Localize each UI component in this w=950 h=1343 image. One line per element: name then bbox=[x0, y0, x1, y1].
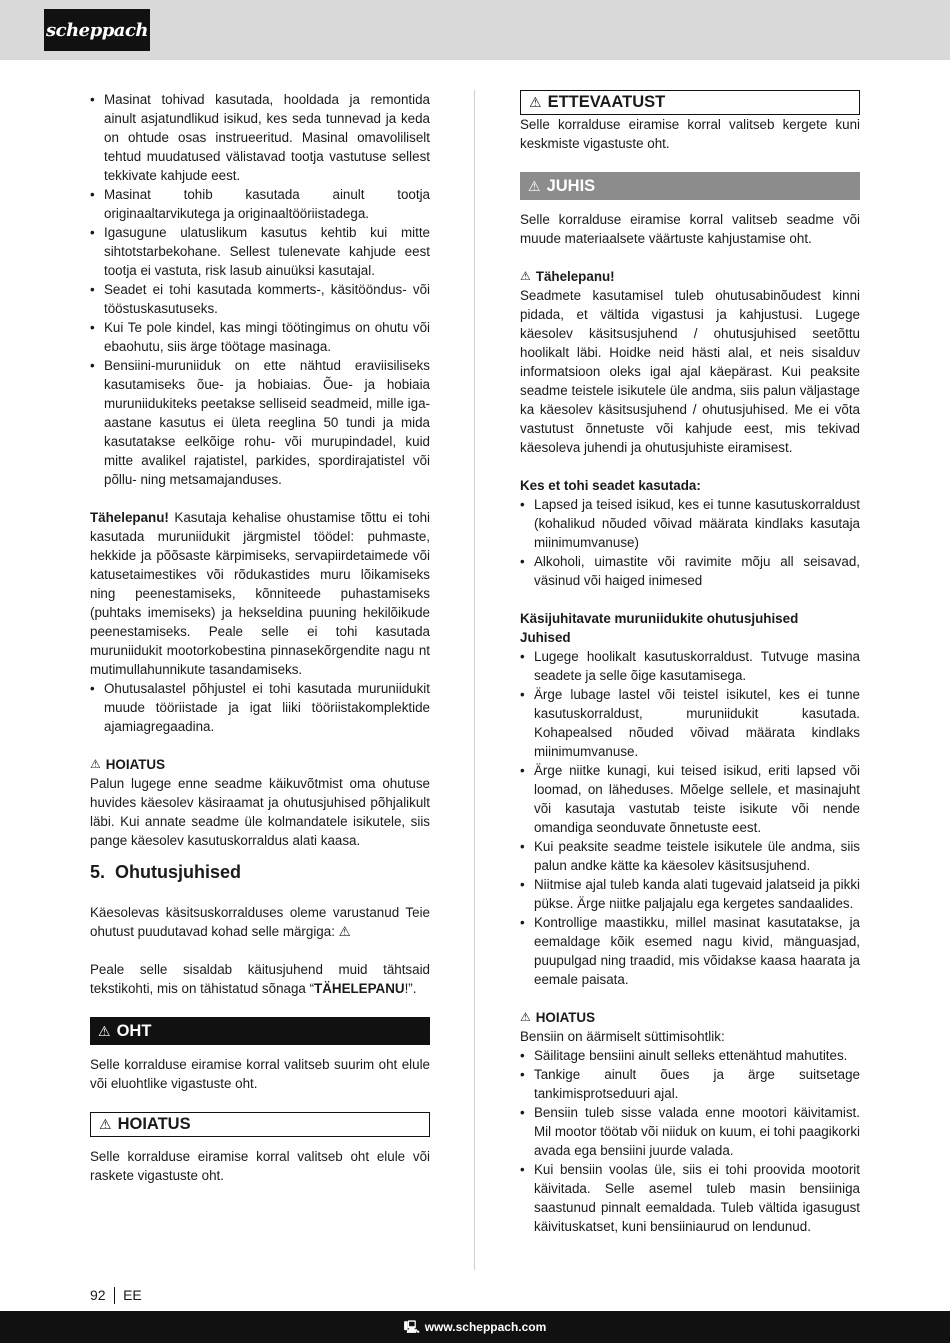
left-column bbox=[90, 90, 430, 1185]
list-item: • Kui bensiin voolas üle, siis ei tohi proovida mootorit käivitada. Selle asemel tuleb masin bensiiniga saastunud pinnalt eemaldada. Tuleb vältida igasugust käivituskatset, kuni bensiiniaurud on lendunud. bbox=[520, 1160, 860, 1236]
page-number: 92 bbox=[90, 1287, 106, 1303]
list-item: • Säilitage bensiini ainult selleks ettenähtud mahutites. bbox=[520, 1046, 860, 1065]
instructions-bullet-list bbox=[520, 647, 860, 989]
safety-bullet-list bbox=[90, 679, 430, 736]
warning-box bbox=[90, 1112, 430, 1137]
notice-text: Selle korralduse eiramise korral valitseb seadme või muude materiaalsete väärtuste kahjustamise oht. bbox=[520, 212, 860, 246]
danger-box bbox=[90, 1017, 430, 1045]
warning-triangle-icon: ⚠ bbox=[529, 94, 542, 110]
warning-paragraph: Palun lugege enne seadme käikuvõtmist oma ohutuse huvides käesolev käsiraamat ja ohutusjuhised põhjalikult läbi. Kui annate seadme üle kolmandatele isikutele, siis pange käesolev kasutuskorraldus alati kaasa. bbox=[90, 776, 430, 848]
attention-paragraph: Seadmete kasutamisel tuleb ohutusabinõudest kinni pidada, et vältida vigastusi ja kahjustusi. Lugege käesolev käsitsusjuhend / ohutusjuhised seetõttu hoolikalt läbi. Hoidke neid hästi alal, et neis sisalduv informatsioon oleks igal ajal käepärast. Kui peaksite seadme teistele isikutele üle andma, siis palun väljastage ka käesolev käsitsusjuhend / ohutusjuhised. Me ei võta vastutust õnnetuste või kahjude eest, mis tekivad käesoleva juhendi ja ohutusjuhiste eiramisest. bbox=[520, 288, 860, 455]
notice-box bbox=[520, 172, 860, 200]
warning-box-label: HOIATUS bbox=[117, 1115, 191, 1133]
list-item: • Kui Te pole kindel, kas mingi töötingimus on ohutu või ebaohutu, siis ärge töötage masinaga. bbox=[90, 318, 430, 356]
list-item: • Masinat tohib kasutada ainult tootja originaaltarvikutega ja originaaltööriistadega. bbox=[90, 185, 430, 223]
warning-triangle-icon: ⚠ bbox=[520, 269, 531, 283]
warning-triangle-icon: ⚠ bbox=[90, 757, 101, 771]
caution-box-label: ETTEVAATUST bbox=[547, 93, 666, 111]
page-header bbox=[0, 0, 950, 60]
page-footer bbox=[90, 1286, 142, 1305]
danger-box-label: OHT bbox=[116, 1021, 152, 1040]
usage-bullet-list bbox=[90, 90, 430, 489]
list-item: • Ohutusalastel põhjustel ei tohi kasutada muruniidukit muude tööriistade ja igat liiki tööriistakomplektide ajamiagregaadina. bbox=[90, 679, 430, 736]
brand-logo-text: scheppach bbox=[46, 19, 149, 41]
section-number: 5. bbox=[90, 862, 106, 882]
list-item: • Ärge lubage lastel või teistel isikutel, kes ei tunne kasutuskorraldust, muruniidukit kasutada. Kohapealsed nõuded võivad määrata kindlaks miinimumvanuse. bbox=[520, 685, 860, 761]
intro-paragraph-2 bbox=[90, 960, 430, 998]
warning-heading bbox=[90, 755, 430, 774]
list-item: • Kontrollige maastikku, millel masinat kasutatakse, ja eemaldage kõik esemed nagu kivid, mänguasjad, puupulgad ning traadid, mis võidakse kaasa haarata ja eemale paisata. bbox=[520, 913, 860, 989]
section-title: Ohutusjuhised bbox=[115, 862, 242, 882]
website-link[interactable]: www.scheppach.com bbox=[424, 1319, 547, 1334]
warning-heading bbox=[520, 1008, 860, 1027]
danger-text: Selle korralduse eiramise korral valitseb suurim oht elule või eluohtlike vigastuste oht. bbox=[90, 1057, 430, 1091]
right-column bbox=[520, 90, 860, 1236]
list-item: • Kui peaksite seadme teistele isikutele üle andma, siis palun andke kätte ka käesolev käsitsusjuhend. bbox=[520, 837, 860, 875]
list-item: • Tankige ainult õues ja ärge suitsetage tankimisprotseduuri ajal. bbox=[520, 1065, 860, 1103]
language-code: EE bbox=[123, 1287, 142, 1303]
intro-text: Peale selle sisaldab käitusjuhend muid tähtsaid tekstikohti, mis on tähistatud sõnaga “ bbox=[90, 962, 430, 996]
list-item: • Igasugune ulatuslikum kasutus kehtib kui mitte sihtotstarbekohane. Sellest tulenevate kahjude eest tootja ei vastuta, risk lasub ainuüksi kasutajal. bbox=[90, 223, 430, 280]
footer-divider bbox=[114, 1287, 116, 1304]
warning-triangle-icon: ⚠ bbox=[98, 1022, 111, 1039]
list-item: • Niitmise ajal tuleb kanda alati tugevaid jalatseid ja pikki pükse. Ärge niitke paljajalu ega kergetes sandaalides. bbox=[520, 875, 860, 913]
attention-heading-label: Tähelepanu! bbox=[535, 269, 615, 284]
who-bullet-list bbox=[520, 495, 860, 590]
fuel-bullet-list bbox=[520, 1046, 860, 1236]
website-bar bbox=[0, 1311, 950, 1343]
warning-heading-label: HOIATUS bbox=[105, 757, 166, 772]
list-item: • Masinat tohivad kasutada, hooldada ja remontida ainult asjatundlikud isikud, kes seda tunnevad ja keda on ohtude osas instrueeritud. Masinal omavoliliselt tehtud muudatused välistavad tootja vastutuse sellest tekkivate kahjude eest. bbox=[90, 90, 430, 185]
attention-label: Tähelepanu! bbox=[90, 510, 169, 525]
list-item: • Seadet ei tohi kasutada kommerts-, käsitööndus- või tööstuskasutuseks. bbox=[90, 280, 430, 318]
attention-paragraph bbox=[90, 508, 430, 679]
warning-triangle-icon: ⚠ bbox=[520, 1010, 531, 1024]
list-item: • Bensiini-muruniiduk on ette nähtud eraviisiliseks kasutamiseks õue- ja hobiaias. Õue- ja hobiaia muruniidukiteks peetakse selliseid seadmeid, mille iga-aastane kasutus ei ületa reeglina 50 tundi ja mida kasutatakse eelkõige rohu- või murupindadel, kuid mitte avalikel rajatistel, parkides, spordirajatistel või põllu- ning metsamajanduses. bbox=[90, 356, 430, 489]
list-item: • Alkoholi, uimastite või ravimite mõju all seisavad, väsinud või haiged inimesed bbox=[520, 552, 860, 590]
brand-logo bbox=[44, 9, 150, 51]
warning-box-text: Selle korralduse eiramise korral valitseb oht elule või raskete vigastuste oht. bbox=[90, 1149, 430, 1183]
caution-text: Selle korralduse eiramise korral valitseb kergete kuni keskmiste vigastuste oht. bbox=[520, 117, 860, 151]
section-heading bbox=[90, 860, 430, 884]
caution-box bbox=[520, 90, 860, 115]
instructions-heading: Juhised bbox=[520, 630, 571, 645]
hand-mower-heading: Käsijuhitavate muruniidukite ohutusjuhised bbox=[520, 611, 799, 626]
list-item: • Ärge niitke kunagi, kui teised isikud, eriti lapsed või loomad, on läheduses. Mõelge sellele, et masinajuht või kasutaja vastutab teiste isikute või nende omandiga seonduvate õnnetuste eest. bbox=[520, 761, 860, 837]
attention-heading bbox=[520, 267, 860, 286]
computer-icon: 🖳 bbox=[403, 1319, 420, 1334]
warning-heading-label: HOIATUS bbox=[535, 1010, 596, 1025]
intro-keyword: TÄHELEPANU bbox=[314, 981, 405, 996]
fuel-warning-intro: Bensiin on äärmiselt süttimisohtlik: bbox=[520, 1029, 725, 1044]
notice-box-label: JUHIS bbox=[546, 176, 596, 195]
intro-text-end: !”. bbox=[404, 981, 417, 996]
attention-text: Kasutaja kehalise ohustamise tõttu ei tohi kasutada muruniidukit järgmistel töödel: puhmaste, hekkide ja põõsaste kärpimiseks, servapiirdetaimede või katusetaimestikes või rõdukastides muru lõikamiseks ning peenestamiseks, kõnniteede puhastamiseks (puhtaks imemiseks) ja hekseldina puuning hekilõikude peenestamiseks. Peale selle ei tohi kasutada muruniidukit mootorkobestina pinnasekõrgendite nagu nt mutimullahunnikute tasandamiseks. bbox=[90, 510, 430, 677]
list-item: • Bensiin tuleb sisse valada enne mootori käivitamist. Mil mootor töötab või niiduk on kuum, ei tohi paagikorki avada ega bensiini juurde valada. bbox=[520, 1103, 860, 1160]
warning-triangle-icon: ⚠ bbox=[528, 177, 541, 194]
who-heading: Kes et tohi seadet kasutada: bbox=[520, 478, 701, 493]
column-divider bbox=[474, 90, 475, 1270]
intro-paragraph: Käesolevas käsitsuskorralduses oleme varustanud Teie ohutust puudutavad kohad selle märgiga: ⚠ bbox=[90, 905, 430, 939]
list-item: • Lugege hoolikalt kasutuskorraldust. Tutvuge masina seadete ja selle õige kasutamisega. bbox=[520, 647, 860, 685]
warning-triangle-icon: ⚠ bbox=[99, 1116, 112, 1132]
list-item: • Lapsed ja teised isikud, kes ei tunne kasutuskorraldust (kohalikud nõuded võivad määrata kindlaks kasutaja miinimumvanuse) bbox=[520, 495, 860, 552]
